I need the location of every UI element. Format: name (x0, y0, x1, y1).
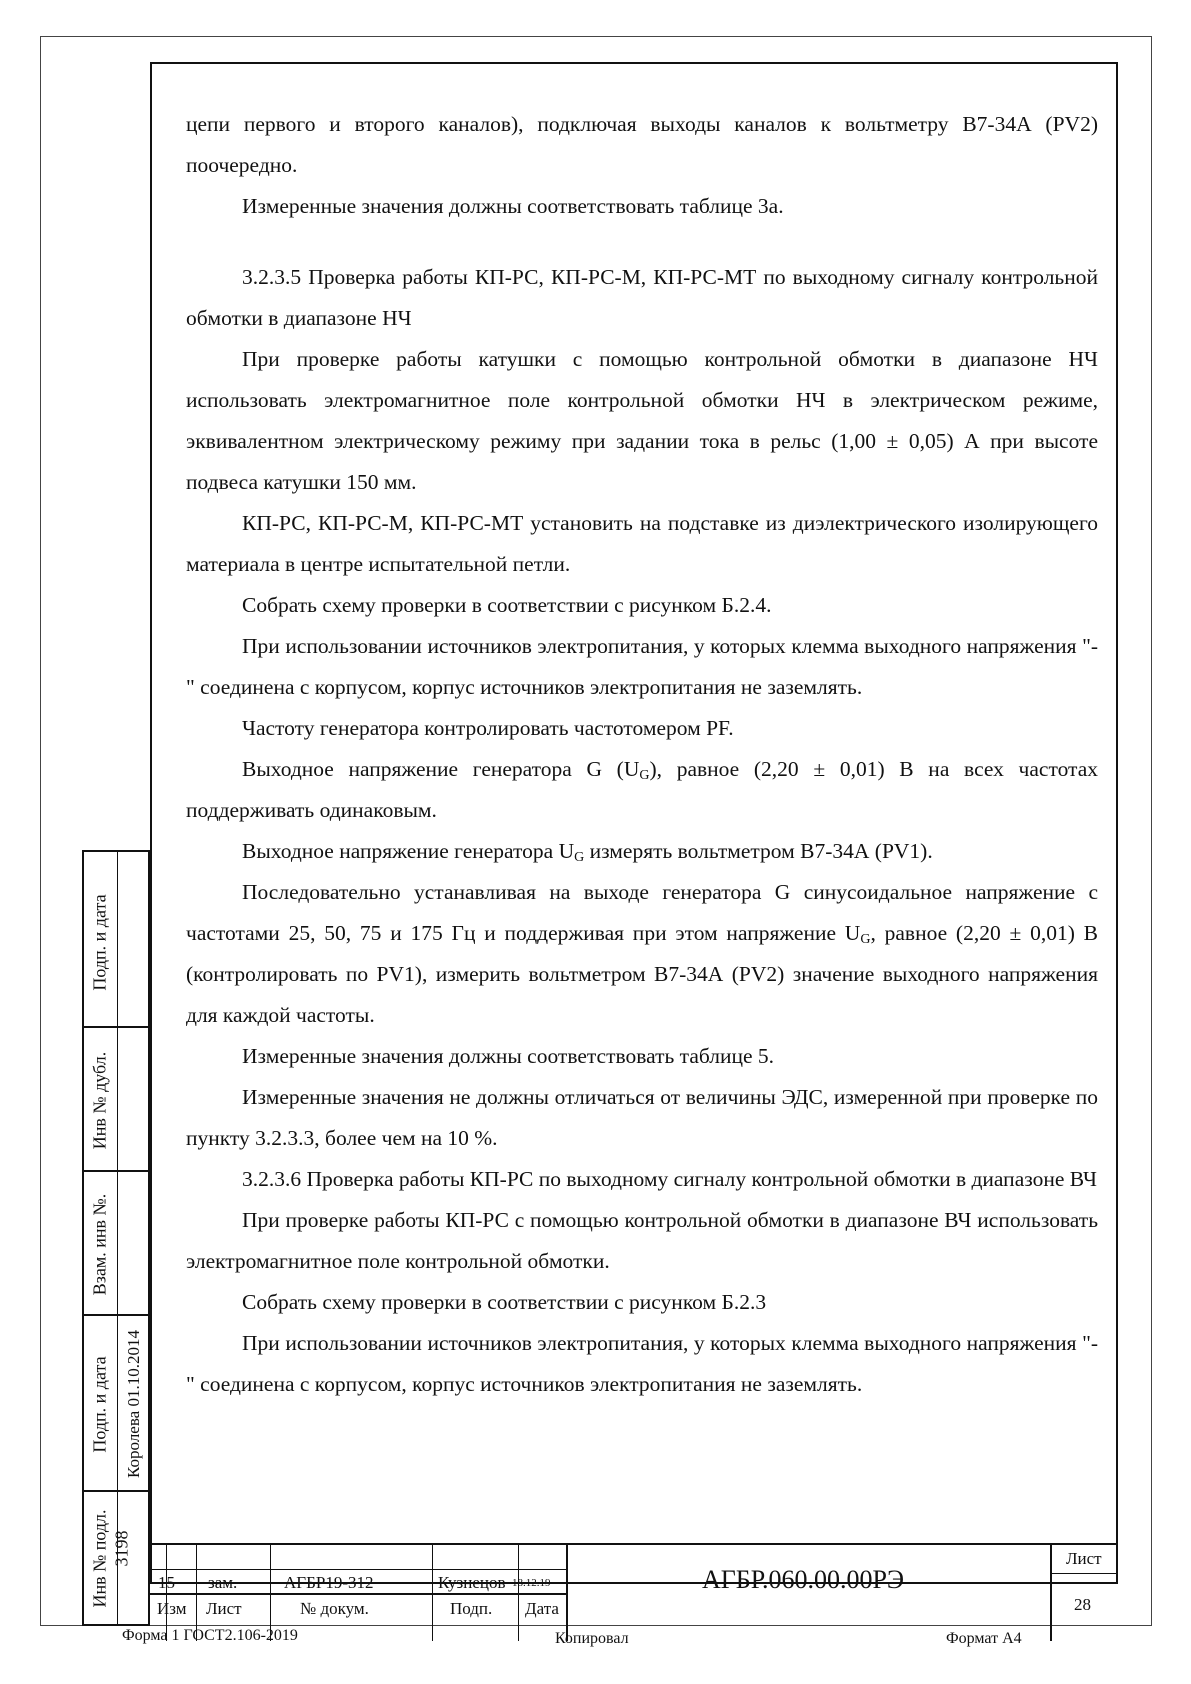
paragraph-text: ), равное (2,20 ± 0,01) В на всех частотах поддерживать одинаковым. (186, 757, 1098, 822)
paragraph: Собрать схему проверки в соответствии с рисунком Б.2.3 (242, 1290, 767, 1314)
paragraph-text: Последовательно устанавливая на выходе генератора G синусоидальное напряжение с частотами 25, 50, 75 и 175 Гц и поддерживая при этом напряжение U (186, 880, 1098, 945)
paragraph: Измеренные значения должны соответствовать таблице 5. (242, 1044, 775, 1068)
value-inv-podl: 3198 (111, 1530, 132, 1567)
header-date: Дата (525, 1599, 559, 1618)
change-doc-number: АГБР19-312 (284, 1573, 374, 1592)
paragraph-text: Выходное напряжение генератора U (242, 839, 575, 863)
change-sign-date: 18.12.19 (512, 1577, 551, 1589)
change-type: зам. (208, 1573, 238, 1592)
paragraph: При проверке работы катушки с помощью контрольной обмотки в диапазоне НЧ использовать электромагнитное поле контрольной обмотки НЧ в электрическом режиме, эквивалентном электрическому режиму при задании тока в рельс (1,00 ± 0,05) А при высоте подвеса катушки 150 мм. (186, 347, 1098, 494)
paragraph: При использовании источников электропитания, у которых клемма выходного напряжения "-" соединена с корпусом, корпус источников электропитания не заземлять. (186, 1331, 1098, 1396)
document-designation: АГБР.060.00.00РЭ (702, 1565, 905, 1594)
paragraph: КП-РС, КП-РС-М, КП-РС-МТ установить на подставке из диэлектрического изолирующего материала в центре испытательной петли. (186, 511, 1098, 576)
label-podp-data-top: Подп. и дата (89, 894, 110, 991)
label-vzam-inv: Взам. инв №. (89, 1193, 110, 1296)
paragraph (186, 872, 1098, 1036)
paragraph: Измеренные значения должны соответствовать таблице 3а. (242, 194, 784, 218)
header-doc: № докум. (300, 1599, 369, 1618)
stamp-inv-dubl (82, 1026, 150, 1172)
paragraph-text: , равное (2,20 ± 0,01) В (контролировать по PV1), измерить вольтметром В7-34А (PV2) значение выходного напряжения для каждой частоты. (186, 921, 1099, 1027)
subscript: G (574, 850, 585, 865)
paragraph (186, 749, 1098, 831)
paragraph: Частоту генератора контролировать частотомером PF. (242, 716, 734, 740)
paragraph: Собрать схему проверки в соответствии с рисунком Б.2.4. (242, 593, 772, 617)
stamp-podp-data (82, 1314, 150, 1492)
label-inv-dubl: Инв № дубл. (89, 1051, 110, 1150)
header-list: Лист (206, 1599, 242, 1618)
document-body (186, 104, 1098, 1405)
paragraph: 3.2.3.5 Проверка работы КП-РС, КП-РС-М, КП-РС-МТ по выходному сигналу контрольной обмотки в диапазоне НЧ (186, 265, 1098, 330)
paragraph-text: измерять вольтметром В7-34А (PV1). (584, 839, 933, 863)
sheet-number: 28 (1074, 1595, 1091, 1614)
paragraph: При проверке работы КП-РС с помощью контрольной обмотки в диапазоне ВЧ использовать электромагнитное поле контрольной обмотки. (186, 1208, 1098, 1273)
footer-form: Форма 1 ГОСТ2.106-2019 (122, 1627, 298, 1644)
header-podp: Подп. (450, 1599, 493, 1618)
stamp-inv-podl (82, 1490, 150, 1626)
sheet-label: Лист (1066, 1549, 1102, 1568)
stamp-podp-data-top (82, 850, 150, 1028)
paragraph: При использовании источников электропитания, у которых клемма выходного напряжения "-" соединена с корпусом, корпус источников электропитания не заземлять. (186, 634, 1098, 699)
label-podp-data: Подп. и дата (89, 1356, 110, 1453)
label-inv-podl: Инв № подл. (89, 1509, 110, 1608)
paragraph: Измеренные значения не должны отличаться от величины ЭДС, измеренной при проверке по пункту 3.2.3.3, более чем на 10 %. (186, 1085, 1098, 1150)
header-izm: Изм (157, 1599, 187, 1618)
subscript: G (860, 932, 871, 947)
footer-format: Формат А4 (946, 1630, 1022, 1647)
value-podp-data: Королева 01.10.2014 (124, 1330, 143, 1478)
stamp-vzam-inv (82, 1170, 150, 1316)
subscript: G (639, 768, 650, 783)
footer-copied: Копировал (555, 1630, 629, 1647)
paragraph: цепи первого и второго каналов), подключая выходы каналов к вольтметру В7-34А (PV2) поочередно. (186, 112, 1098, 177)
paragraph: 3.2.3.6 Проверка работы КП-РС по выходному сигналу контрольной обмотки в диапазоне ВЧ (242, 1167, 1098, 1191)
paragraph-text: Выходное напряжение генератора G (U (242, 757, 640, 781)
change-signer: Кузнецов (438, 1573, 506, 1592)
paragraph (186, 831, 1098, 872)
change-number: 15 (158, 1573, 175, 1592)
